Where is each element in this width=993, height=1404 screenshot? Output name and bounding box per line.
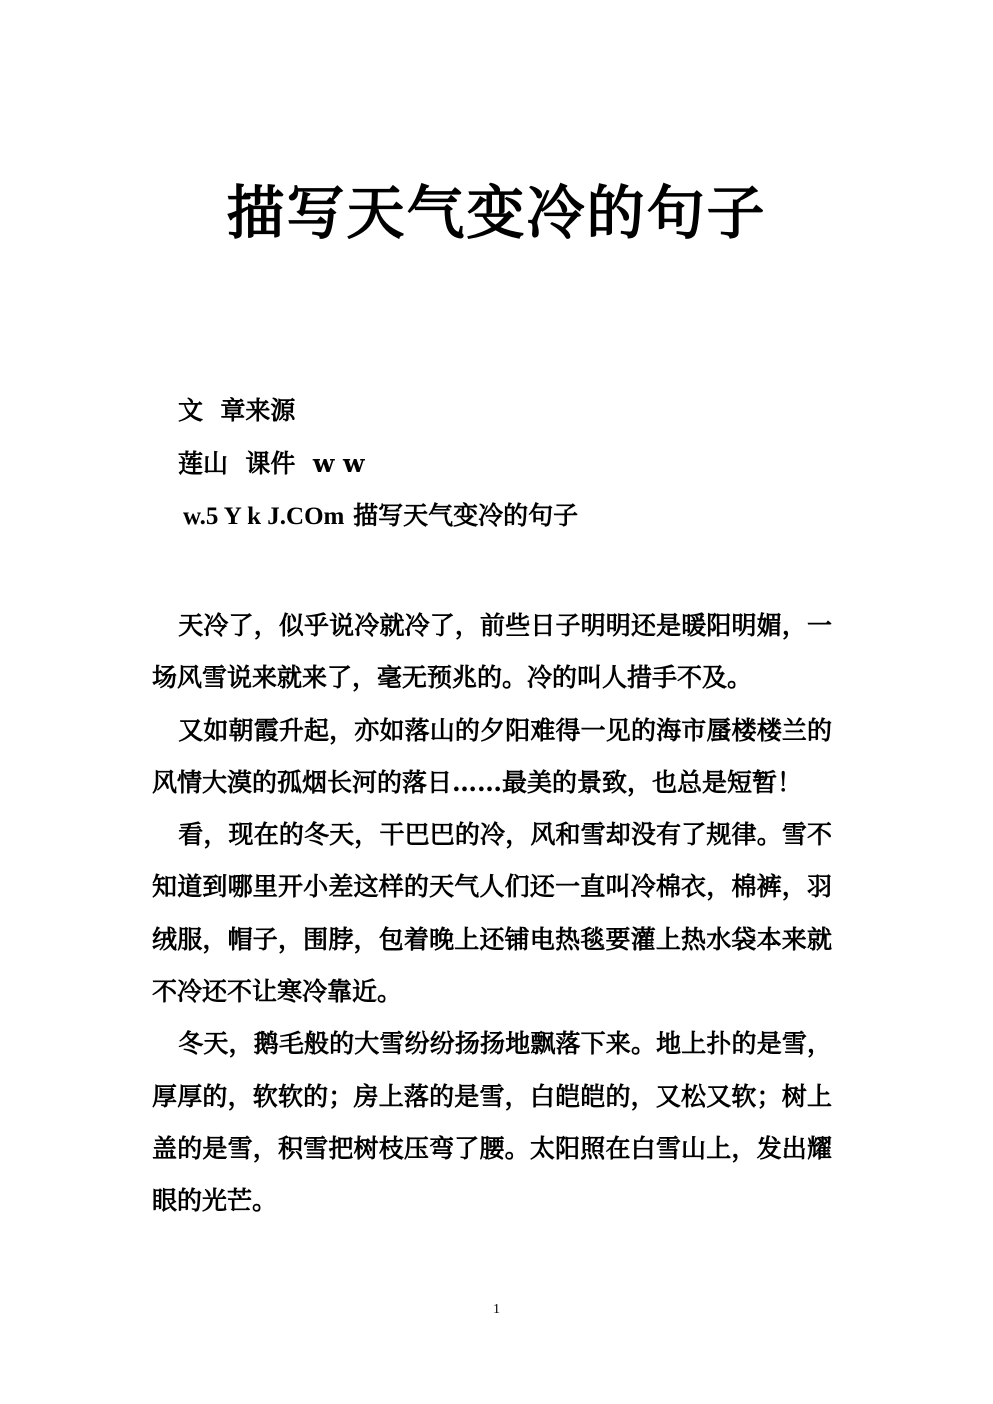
paragraph-3: 看，现在的冬天，干巴巴的冷，风和雪却没有了规律。雪不知道到哪里开小差这样的天气人们还一直叫冷棉衣，棉裤，羽绒服，帽子，围脖，包着晚上还铺电热毯要灌上热水袋本来就不冷还不让寒冷靠近。 [152,820,832,1007]
body-text [152,600,832,1228]
paragraph-2: 又如朝霞升起，亦如落山的夕阳难得一见的海市蜃楼楼兰的风情大漠的孤烟长河的落日……最美的景致，也总是短暂！ [152,715,832,797]
source-line-2: 莲山 课件 w w [178,449,365,478]
paragraph-1: 天冷了，似乎说冷就冷了，前些日子明明还是暖阳明媚，一场风雪说来就来了，毫无预兆的。冷的叫人措手不及。 [152,611,832,693]
source-line-3 [183,501,578,532]
source-title-text: 描写天气变冷的句子 [344,501,579,530]
page-number: 1 [493,1302,500,1317]
source-url-text: w.5 Y k J.COm [183,503,345,530]
source-line-1: 文 章来源 [178,396,296,425]
paragraph-4: 冬天，鹅毛般的大雪纷纷扬扬地飘落下来。地上扑的是雪，厚厚的，软软的；房上落的是雪，白皑皑的，又松又软；树上盖的是雪，积雪把树枝压弯了腰。太阳照在白雪山上，发出耀眼的光芒。 [152,1029,832,1216]
document-title: 描写天气变冷的句子 [226,179,767,247]
